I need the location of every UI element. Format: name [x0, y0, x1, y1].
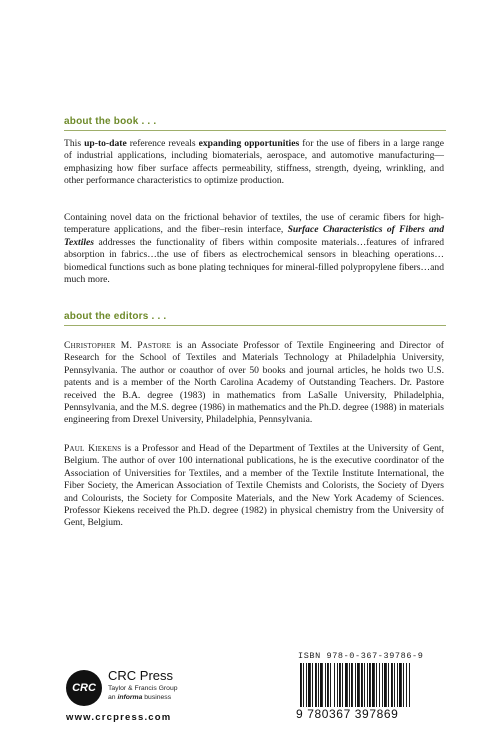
editor-bio-kiekens: [64, 443, 444, 530]
text-run: an: [108, 694, 118, 701]
publisher-tagline: [108, 694, 171, 701]
about-editors-heading: about the editors . . .: [64, 311, 167, 322]
editor-name-kiekens: Paul Kiekens: [64, 443, 122, 454]
publisher-website-link[interactable]: www.crcpress.com: [66, 712, 172, 723]
informa-brand: informa: [117, 694, 143, 701]
crc-logo-icon: [66, 670, 102, 706]
text-run: addresses the functionality of fibers within composite materials…features of infrared absorption in fabrics…the use of fibers as electrochemical sensors in bleaching operations…biomedical functions such as bone plating techniques for mineral-filled polypropylene fibers…and much more.: [64, 236, 444, 286]
book-title: Surface Characteristics of Fibers and Textiles: [64, 224, 444, 248]
book-paragraph-1: [64, 138, 444, 188]
isbn-barcode: [300, 663, 442, 707]
about-book-rule: [64, 130, 446, 131]
isbn-label: ISBN 978-0-367-39786-9: [298, 651, 424, 661]
barcode-number: 9 780367 397869: [296, 707, 399, 721]
text-run: business: [142, 694, 172, 701]
editor-bio-pastore: [64, 340, 444, 427]
text-run: reference reveals: [126, 138, 199, 149]
text-run: This: [64, 138, 85, 149]
text-run: Containing novel data on the frictional behavior of textiles, the use of ceramic fibers for high-temperature applications, and the fiber–resin interface,: [64, 212, 444, 236]
text-run: for the use of fibers in a large range of industrial applications, including biomaterials, aerospace, and automotive manufacturing—emphasizing how fiber surface affects permeability, stiffness, strength, dyeing, wrinkling, and other performance characteristics to optimize production.: [64, 138, 444, 187]
about-editors-rule: [64, 325, 446, 326]
emphasis-up-to-date: up-to-date: [84, 138, 127, 149]
about-book-heading: about the book . . .: [64, 116, 157, 127]
editor-name-pastore: Christopher M. Pastore: [64, 340, 172, 351]
emphasis-opportunities: expanding opportunities: [198, 138, 300, 149]
logo-mark-text: CRC: [72, 682, 96, 694]
publisher-group: Taylor & Francis Group: [108, 685, 178, 692]
text-run: is an Associate Professor of Textile Engineering and Director of Research for the School of Textiles and Materials Technology at Philadelphia University, Pennsylvania. The author or coauthor of over 50 books and journal articles, he holds two U.S. patents and is a member of the North Carolina Academy of Outstanding Teachers. Dr. Pastore received the B.A. degree (1983) in mathematics from LaSalle University, Philadelphia, Pennsylvania, and the M.S. degree (1986) in mathematics and the Ph.D. degree (1988) in materials engineering from Drexel University, Philadelphia, Pennsylvania.: [64, 340, 444, 426]
book-paragraph-2: [64, 212, 444, 286]
text-run: is a Professor and Head of the Department of Textiles at the University of Gent, Belgium. The author of over 100 international publications, he is the executive coordinator of the Association of Universities for Textiles, and a member of the Textile Institute International, the Fiber Society, the American Association of Textile Chemists and Colorists, the Society of Dyers and Colourists, the Society for Composite Materials, and the New York Academy of Sciences. Professor Kiekens received the Ph.D. degree (1982) in physical chemistry from the University of Gent, Belgium.: [64, 443, 444, 529]
cover-top-band: [0, 0, 500, 92]
publisher-name: CRC Press: [108, 668, 174, 683]
